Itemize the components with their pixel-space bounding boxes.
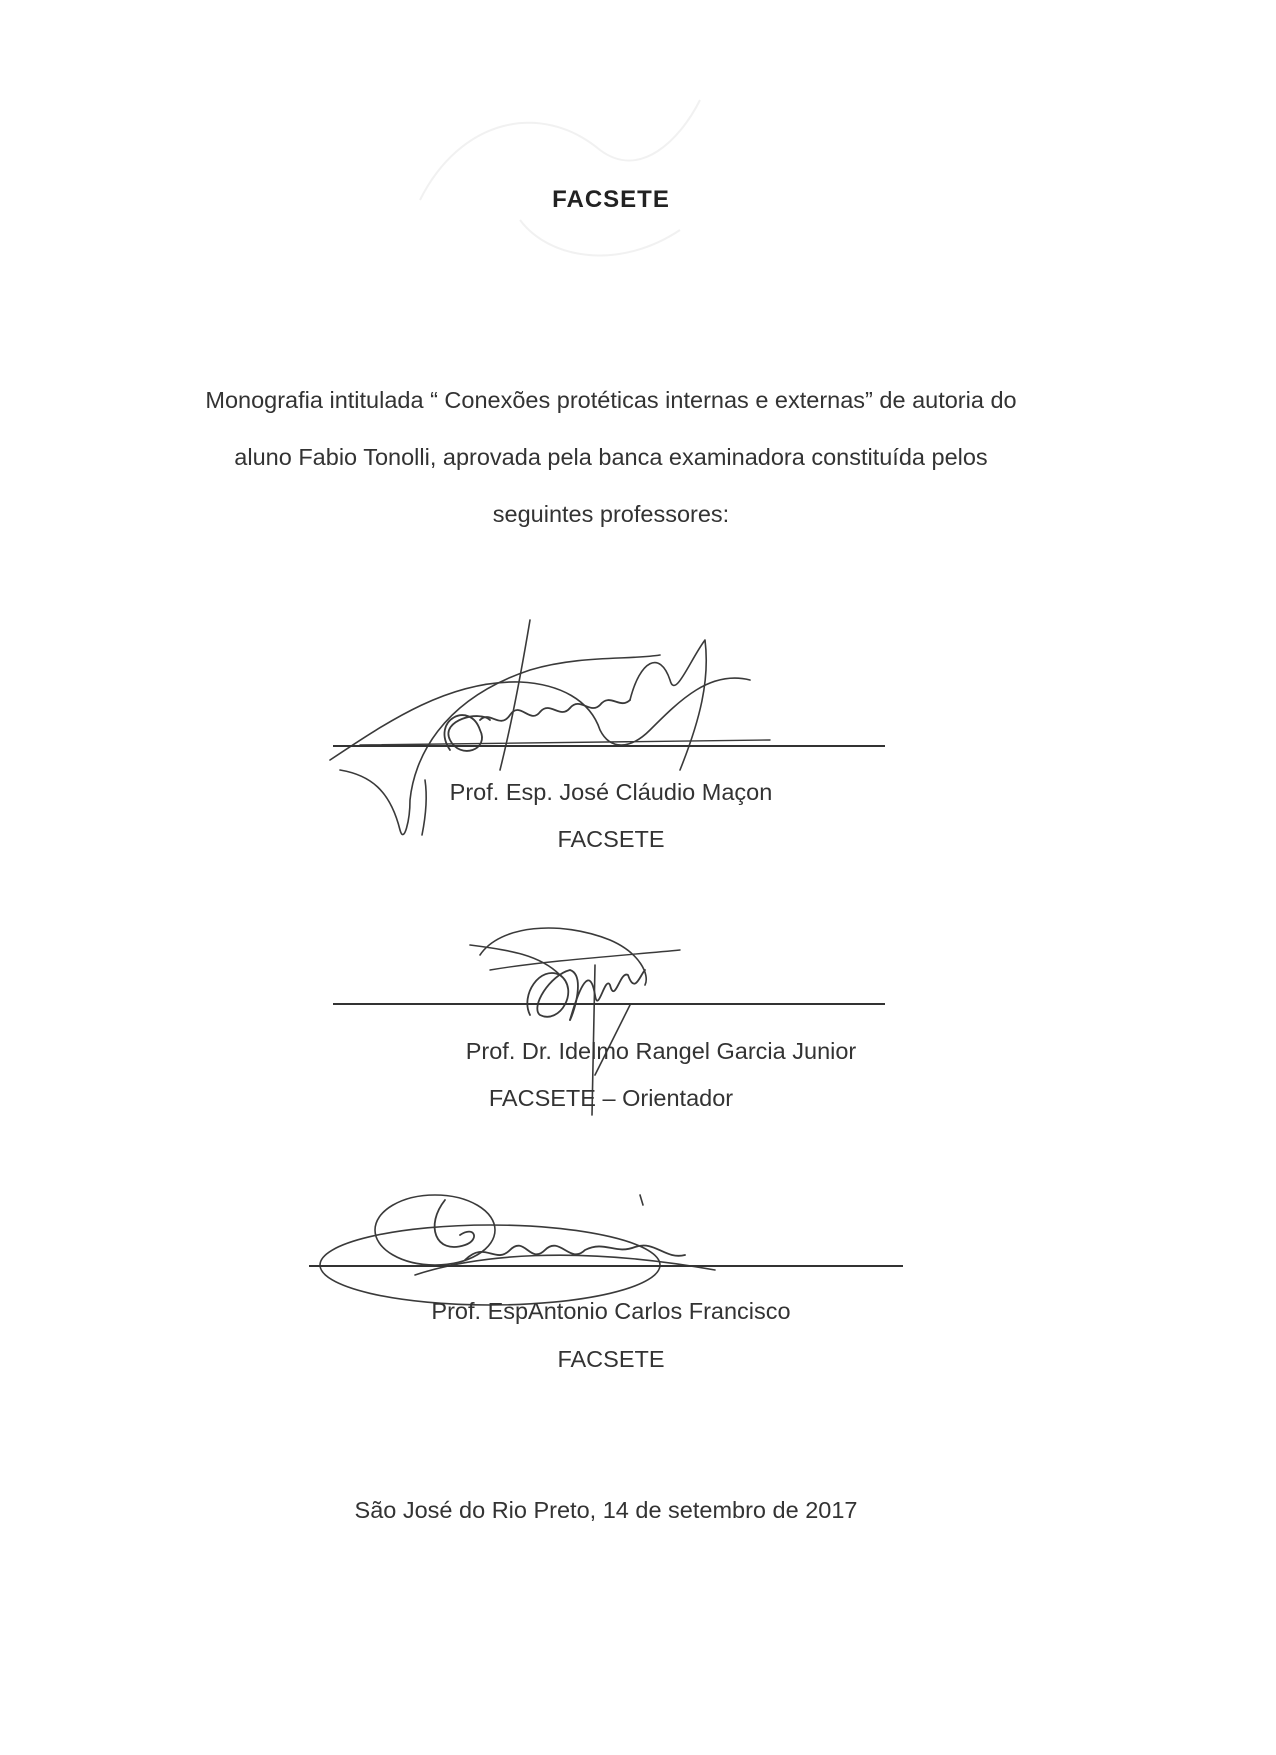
approval-line-3: seguintes professores: bbox=[492, 501, 730, 527]
examiner-name-3: Prof. EspAntonio Carlos Francisco bbox=[431, 1298, 791, 1324]
approval-line-1: Monografia intitulada “ Conexões protéticas internas e externas” de autoria do bbox=[205, 387, 1017, 413]
institution-title: FACSETE bbox=[552, 186, 670, 213]
approval-statement bbox=[150, 372, 1072, 543]
signature-1-graphic bbox=[330, 620, 770, 840]
signature-line-2 bbox=[333, 1003, 885, 1005]
scan-artifact bbox=[380, 60, 740, 300]
place-and-date: São José do Rio Preto, 14 de setembro de 2017 bbox=[354, 1497, 858, 1523]
signature-line-1 bbox=[333, 745, 885, 747]
examiner-affiliation-2: FACSETE – Orientador bbox=[488, 1085, 734, 1111]
examiner-affiliation-3: FACSETE bbox=[557, 1346, 665, 1372]
examiner-affiliation-1: FACSETE bbox=[557, 826, 665, 852]
examiner-name-2: Prof. Dr. Idelmo Rangel Garcia Junior bbox=[465, 1038, 857, 1064]
signature-line-3 bbox=[309, 1265, 903, 1267]
approval-line-2: aluno Fabio Tonolli, aprovada pela banca examinadora constituída pelos bbox=[234, 444, 988, 470]
examiner-name-1: Prof. Esp. José Cláudio Maçon bbox=[449, 779, 773, 805]
